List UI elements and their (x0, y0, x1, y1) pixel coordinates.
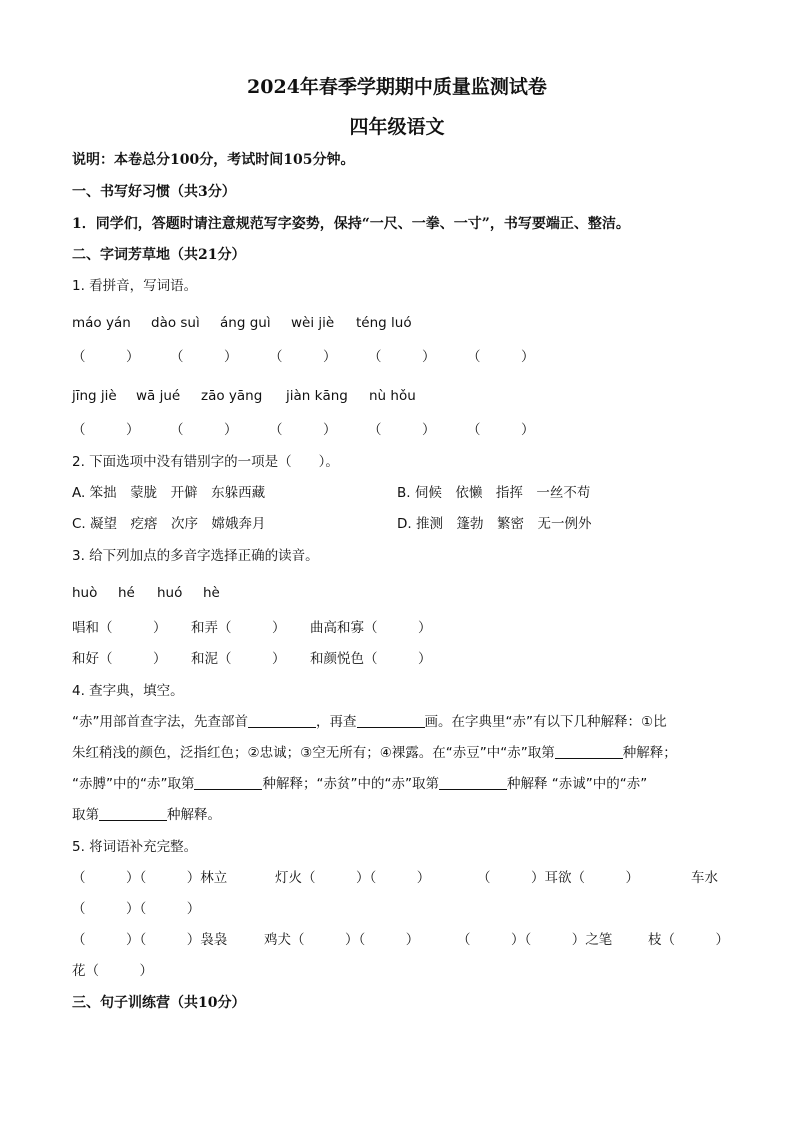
polyphone-item[interactable]: 和好（ ） (72, 651, 167, 667)
pinyin-item: dào suì (151, 315, 200, 331)
q3-prompt: 3. 给下列加点的多音字选择正确的读音。 (72, 548, 319, 564)
fill-blank[interactable] (248, 713, 316, 728)
section-2-heading: 二、字词芳草地（共21分） (72, 247, 246, 263)
idiom-item[interactable]: 灯火（ ）（ ） (275, 870, 431, 886)
polyphone-item[interactable]: 和弄（ ） (191, 620, 286, 636)
q4-line-2: 朱红稍浅的颜色，泛指红色；②忠诚；③空无所有；④裸露。在“赤豆”中“赤”取第 种解释； (72, 745, 677, 761)
polyphone-item[interactable]: 曲高和寡（ ） (310, 620, 432, 636)
answer-blank[interactable]: （ ） (467, 349, 535, 365)
reading-option: hè (203, 585, 220, 601)
q2-prompt: 2. 下面选项中没有错别字的一项是（ ）。 (72, 454, 339, 470)
fill-blank[interactable] (439, 775, 507, 790)
pinyin-item: téng luó (356, 315, 412, 331)
fill-blank[interactable] (555, 744, 623, 759)
pinyin-item: nù hǒu (369, 388, 416, 404)
idiom-item[interactable]: 鸡犬（ ）（ ） (264, 932, 420, 948)
exam-subtitle: 四年级语文 (349, 116, 445, 138)
answer-blank[interactable]: （ ） (368, 422, 436, 438)
q1-prompt: 1. 看拼音，写词语。 (72, 278, 198, 294)
answer-blank[interactable]: （ ） (170, 422, 238, 438)
idiom-item[interactable]: 车水 (691, 870, 718, 886)
idiom-item[interactable]: 枝（ ） (648, 932, 729, 948)
q4-line-1: “赤”用部首查字法，先查部首 ，再查 画。在字典里“赤”有以下几种解释：①比 (72, 714, 667, 730)
pinyin-item: áng guì (220, 315, 271, 331)
q5-prompt: 5. 将词语补充完整。 (72, 839, 198, 855)
section-1-heading: 一、书写好习惯（共3分） (72, 184, 236, 200)
answer-blank[interactable]: （ ） (170, 349, 238, 365)
polyphone-item[interactable]: 和泥（ ） (191, 651, 286, 667)
pinyin-item: jiàn kāng (286, 388, 348, 404)
answer-blank[interactable]: （ ） (269, 349, 337, 365)
q4-line-4: 取第 种解释。 (72, 807, 221, 823)
fill-blank[interactable] (99, 806, 167, 821)
polyphone-item[interactable]: 和颜悦色（ ） (310, 651, 432, 667)
pinyin-item: wèi jiè (291, 315, 335, 331)
idiom-item[interactable]: 花（ ） (72, 963, 153, 979)
reading-option: huó (157, 585, 183, 601)
option-b[interactable]: B. 伺候 依懒 指挥 一丝不苟 (397, 485, 591, 501)
option-a[interactable]: A. 笨拙 蒙胧 开僻 东躲西藏 (72, 485, 266, 501)
idiom-item[interactable]: （ ）（ ）袅袅 (72, 932, 228, 948)
section-1-question-1: 1．同学们，答题时请注意规范写字姿势，保持“一尺、一拳、一寸”，书写要端正、整洁。 (72, 216, 630, 232)
q4-prompt: 4. 查字典，填空。 (72, 683, 184, 699)
answer-blank[interactable]: （ ） (72, 349, 140, 365)
answer-blank[interactable]: （ ） (368, 349, 436, 365)
idiom-item[interactable]: （ ）（ ）林立 (72, 870, 228, 886)
answer-blank[interactable]: （ ） (269, 422, 337, 438)
option-d[interactable]: D. 推测 篷勃 繁密 无一例外 (397, 516, 592, 532)
q4-line-3: “赤膊”中的“赤”取第 种解释；“赤贫”中的“赤”取第 种解释 “赤诚”中的“赤” (72, 776, 648, 792)
pinyin-item: máo yán (72, 315, 131, 331)
answer-blank[interactable]: （ ） (467, 422, 535, 438)
answer-blank[interactable]: （ ） (72, 422, 140, 438)
fill-blank[interactable] (357, 713, 425, 728)
exam-title: 2024年春季学期期中质量监测试卷 (247, 76, 547, 98)
exam-note: 说明：本卷总分100分，考试时间105分钟。 (72, 152, 355, 168)
section-3-heading: 三、句子训练营（共10分） (72, 995, 246, 1011)
reading-option: huò (72, 585, 98, 601)
reading-option: hé (118, 585, 135, 601)
pinyin-item: wā jué (136, 388, 181, 404)
pinyin-item: zāo yāng (201, 388, 263, 404)
option-c[interactable]: C. 凝望 疙瘩 次序 嫦娥奔月 (72, 516, 266, 532)
idiom-item[interactable]: （ ）（ ）之笔 (457, 932, 613, 948)
q4-paragraph (72, 707, 724, 831)
idiom-item[interactable]: （ ）耳欲（ ） (477, 870, 639, 886)
idiom-item[interactable]: （ ）（ ） (72, 901, 201, 917)
fill-blank[interactable] (194, 775, 262, 790)
polyphone-item[interactable]: 唱和（ ） (72, 620, 167, 636)
pinyin-item: jīng jiè (72, 388, 117, 404)
